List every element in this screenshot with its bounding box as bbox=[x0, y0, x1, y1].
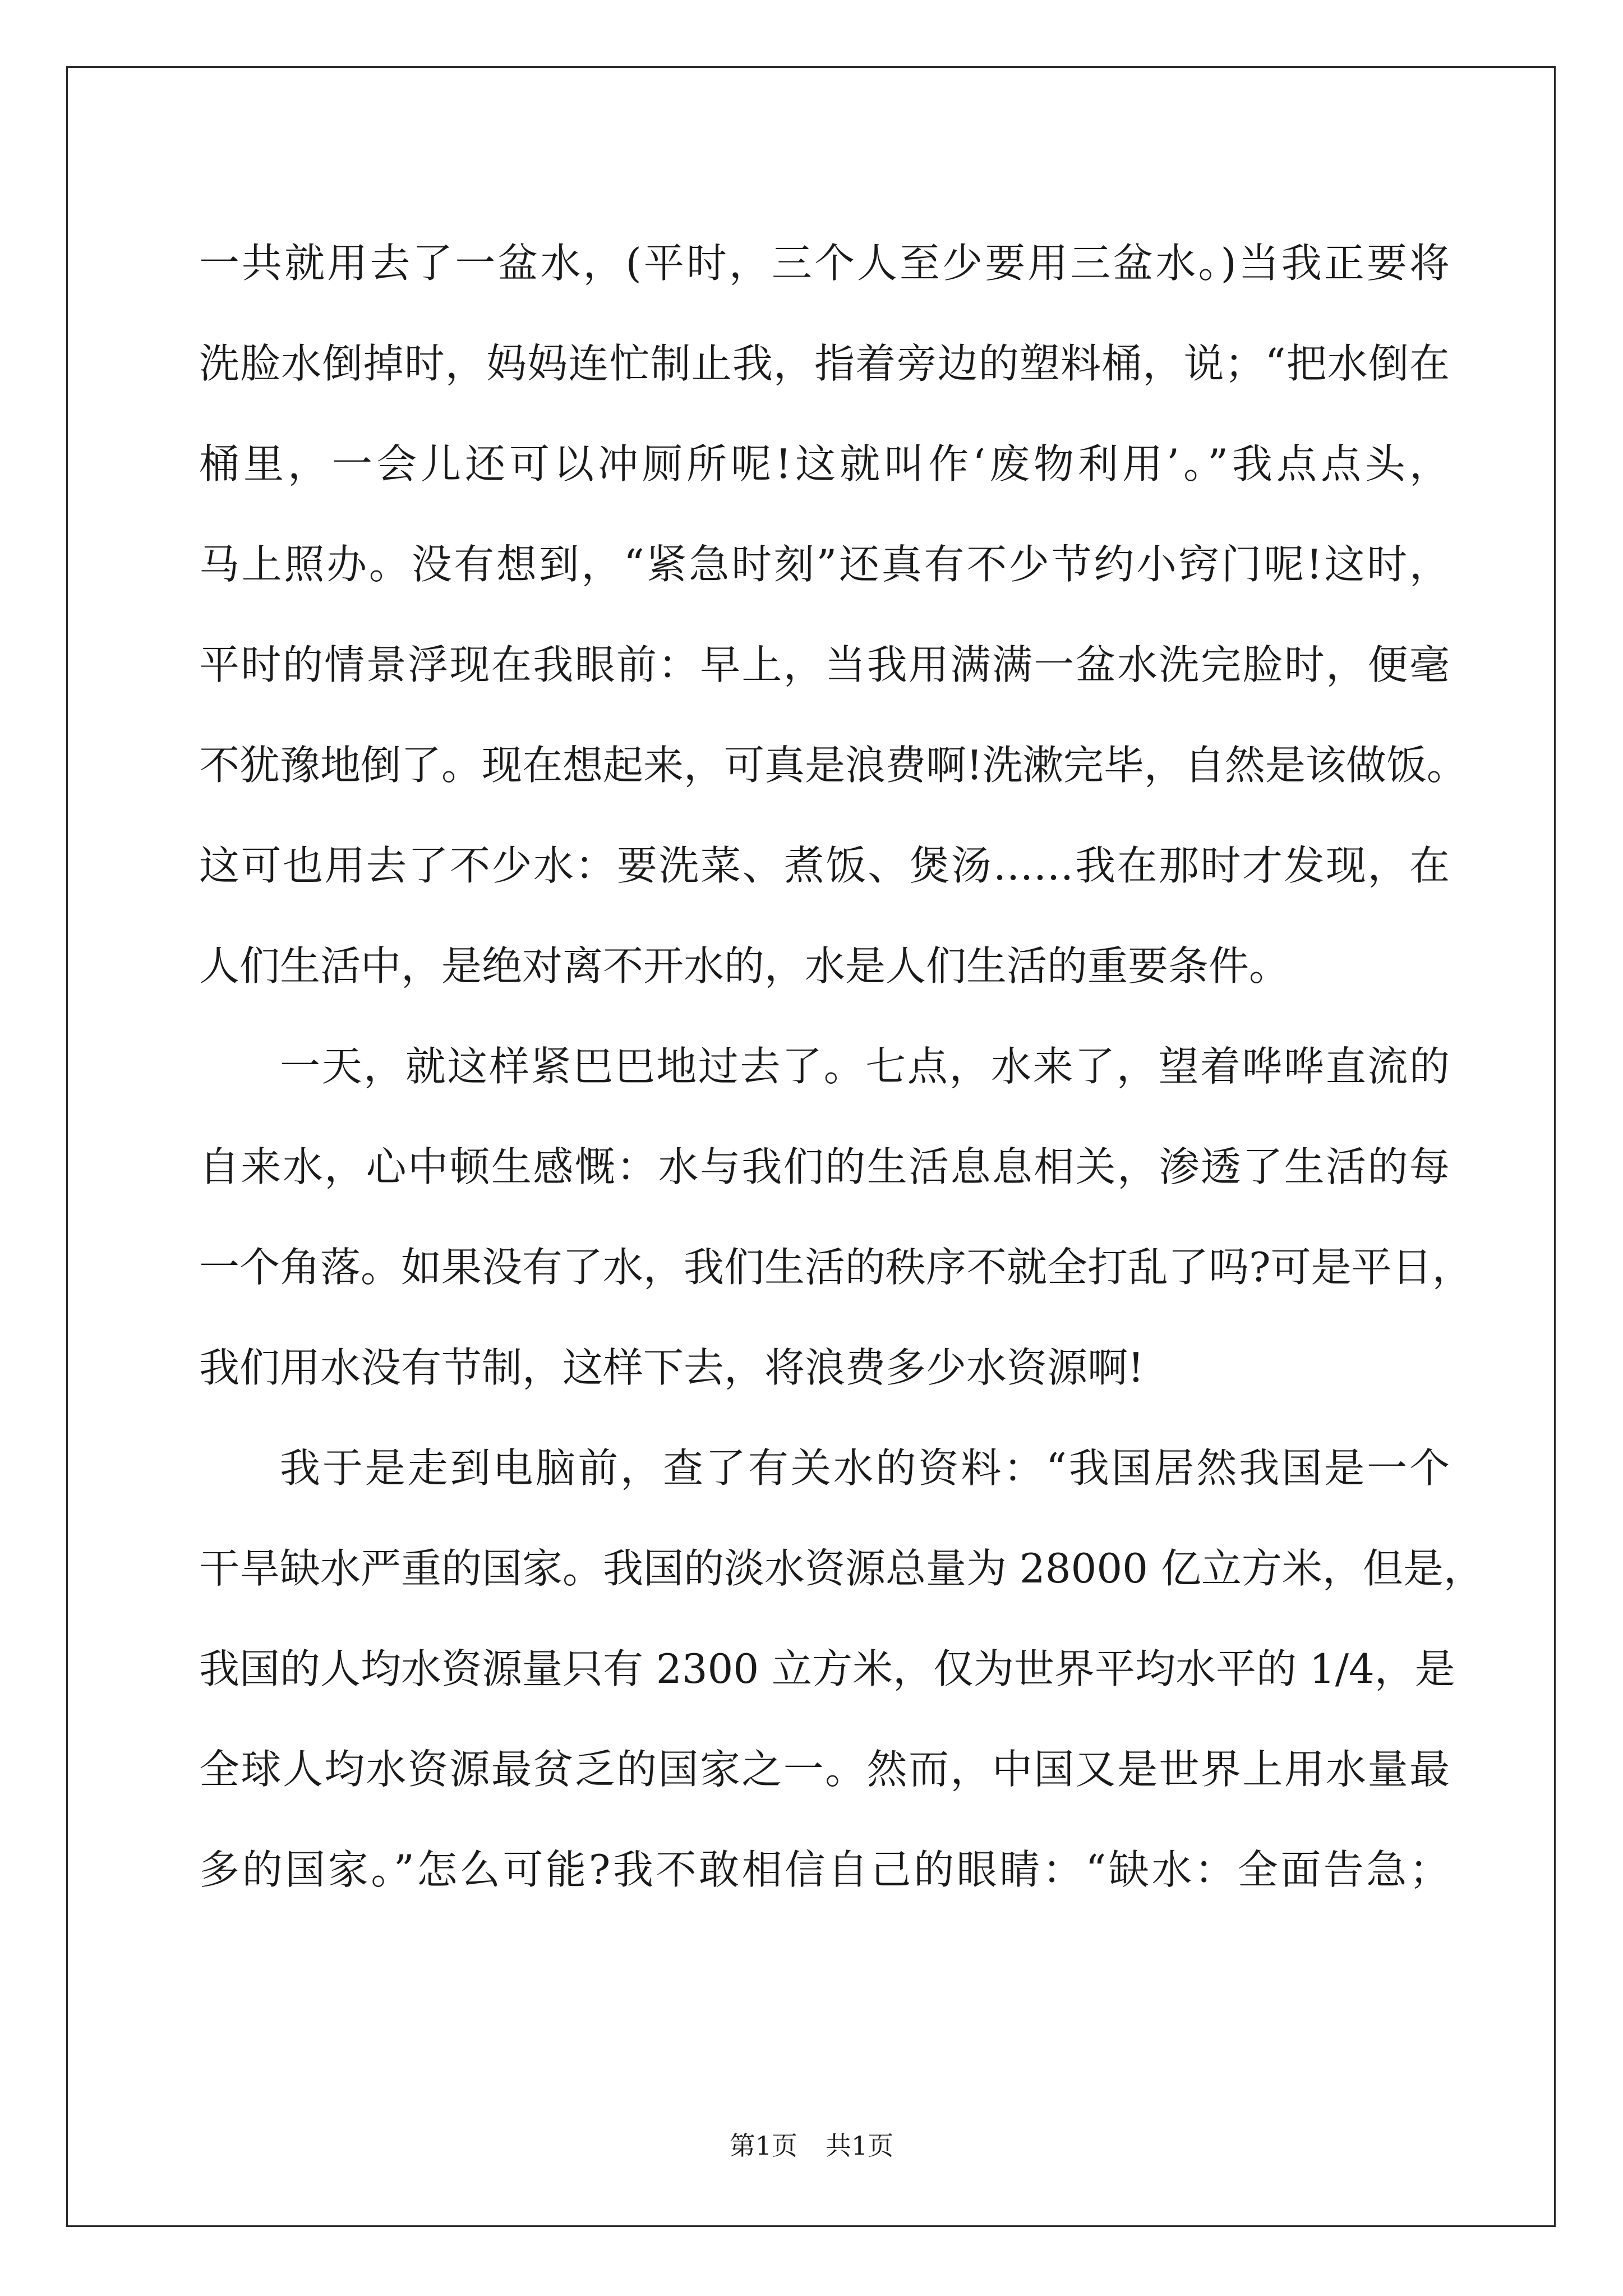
text-line: 人们生活中，是绝对离不开水的，水是人们生活的重要条件。 bbox=[199, 942, 1290, 990]
text-line: 全球人均水资源最贫乏的国家之一。然而，中国又是世界上用水量最 bbox=[199, 1746, 1450, 1793]
text-line: 自来水，心中顿生感慨：水与我们的生活息息相关，渗透了生活的每 bbox=[199, 1143, 1450, 1190]
text-line: 一共就用去了一盆水，(平时，三个人至少要用三盆水。)当我正要将 bbox=[199, 240, 1450, 287]
text-line: 这可也用去了不少水：要洗菜、煮饭、煲汤……我在那时才发现，在 bbox=[199, 842, 1450, 889]
page-total: 共1页 bbox=[826, 2131, 894, 2161]
text-line: 不犹豫地倒了。现在想起来，可真是浪费啊!洗漱完毕，自然是该做饭。 bbox=[199, 742, 1467, 789]
document-body bbox=[199, 213, 1484, 1920]
text-line: 一个角落。如果没有了水，我们生活的秩序不就全打乱了吗?可是平日， bbox=[199, 1244, 1473, 1291]
text-line: 一天，就这样紧巴巴地过去了。七点，水来了，望着哗哗直流的 bbox=[280, 1043, 1450, 1090]
text-line: 平时的情景浮现在我眼前：早上，当我用满满一盆水洗完脸时，便毫 bbox=[199, 641, 1450, 688]
text-line: 干旱缺水严重的国家。我国的淡水资源总量为 28000 亿立方米，但是， bbox=[199, 1545, 1484, 1592]
text-line: 我们用水没有节制，这样下去，将浪费多少水资源啊! bbox=[199, 1344, 1144, 1391]
text-line: 多的国家。”怎么可能?我不敢相信自己的眼睛：“缺水：全面告急； bbox=[199, 1846, 1450, 1893]
text-line: 我于是走到电脑前，查了有关水的资料：“我国居然我国是一个 bbox=[280, 1444, 1450, 1492]
text-line: 马上照办。没有想到，“紧急时刻”还真有不少节约小窍门呢!这时， bbox=[199, 541, 1450, 588]
text-line: 洗脸水倒掉时，妈妈连忙制止我，指着旁边的塑料桶，说；“把水倒在 bbox=[199, 340, 1450, 387]
text-line: 桶里，一会儿还可以冲厕所呢!这就叫作‘废物利用’。”我点点头， bbox=[199, 440, 1450, 487]
page-number: 第1页 bbox=[729, 2131, 797, 2161]
text-line: 我国的人均水资源量只有 2300 立方米，仅为世界平均水平的 1/4，是 bbox=[199, 1645, 1455, 1692]
page-footer bbox=[0, 2129, 1623, 2162]
